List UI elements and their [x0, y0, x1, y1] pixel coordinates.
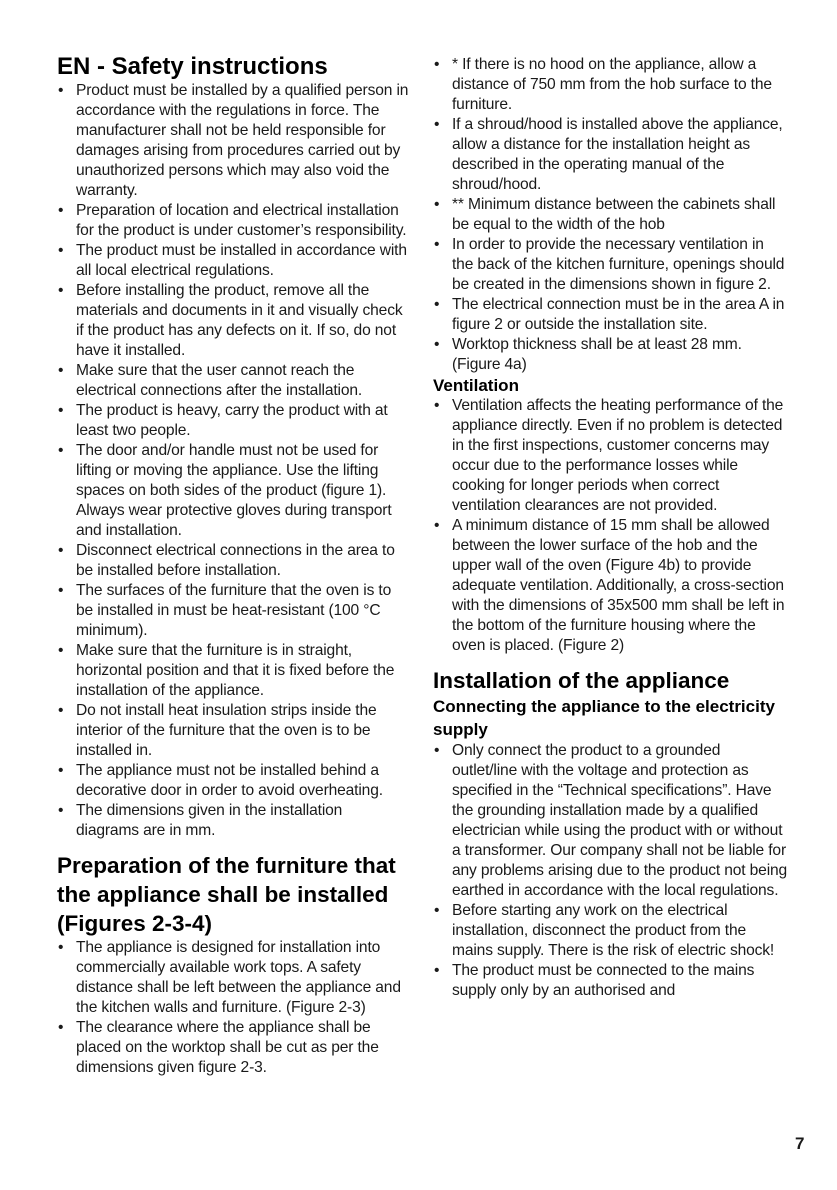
list-item: • Worktop thickness shall be at least 28 mm. (Figure 4a): [433, 335, 788, 375]
list-item: • Make sure that the user cannot reach the electrical connections after the installation.: [57, 361, 409, 401]
ventilation-list: [433, 396, 788, 656]
list-item: • In order to provide the necessary ventilation in the back of the kitchen furniture, openings should be created in the dimensions shown in figure 2.: [433, 235, 788, 295]
list-item: • Product must be installed by a qualified person in accordance with the regulations in force. The manufacturer shall not be held responsible for damages arising from procedures carried out by unauthorized persons which may also void the warranty.: [57, 81, 409, 201]
list-item: • Only connect the product to a grounded outlet/line with the voltage and protection as specified in the “Technical specifications”. Have the grounding installation made by a qualified electrician while using the product with or without a transformer. Our company shall not be liable for any problems arising due to the product not being earthed in accordance with the local regulations.: [433, 741, 788, 901]
list-item: • The clearance where the appliance shall be placed on the worktop shall be cut as per the dimensions given figure 2-3.: [57, 1018, 409, 1078]
list-item: • * If there is no hood on the appliance, allow a distance of 750 mm from the hob surface to the furniture.: [433, 55, 788, 115]
list-item: • The dimensions given in the installation diagrams are in mm.: [57, 801, 409, 841]
list-item: • The appliance is designed for installation into commercially available work tops. A safety distance shall be left between the appliance and the kitchen walls and furniture. (Figure 2-3): [57, 938, 409, 1018]
list-item: • The product must be installed in accordance with all local electrical regulations.: [57, 241, 409, 281]
list-item: • Disconnect electrical connections in the area to be installed before installation.: [57, 541, 409, 581]
list-item: • Before installing the product, remove all the materials and documents in it and visually check if the product has any defects on it. If so, do not have it installed.: [57, 281, 409, 361]
list-item: • The door and/or handle must not be used for lifting or moving the appliance. Use the lifting spaces on both sides of the product (figure 1). Always wear protective gloves during transport and installation.: [57, 441, 409, 541]
list-item: • Before starting any work on the electrical installation, disconnect the product from the mains supply. There is the risk of electric shock!: [433, 901, 788, 961]
list-item: • A minimum distance of 15 mm shall be allowed between the lower surface of the hob and the upper wall of the oven (Figure 4b) to provide adequate ventilation. Additionally, a cross-section with the dimensions of 35x500 mm shall be left in the bottom of the furniture housing where the oven is placed. (Figure 2): [433, 516, 788, 656]
connecting-list: [433, 741, 788, 1001]
left-column: [57, 52, 409, 1078]
right-column: [433, 55, 788, 1001]
list-item: • If a shroud/hood is installed above the appliance, allow a distance for the installation height as described in the operating manual of the shroud/hood.: [433, 115, 788, 195]
list-item: • Ventilation affects the heating performance of the appliance directly. Even if no problem is detected in the first inspections, customer concerns may occur due to the performance losses while cooking for longer periods when correct ventilation clearances are not provided.: [433, 396, 788, 516]
page-number: 7: [795, 1134, 805, 1153]
connecting-heading: Connecting the appliance to the electricity supply: [433, 697, 775, 739]
list-item: • The electrical connection must be in the area A in figure 2 or outside the installation site.: [433, 295, 788, 335]
safety-heading: EN - Safety instructions: [57, 53, 328, 80]
installation-heading: Installation of the appliance: [433, 668, 730, 693]
list-item: • ** Minimum distance between the cabinets shall be equal to the width of the hob: [433, 195, 788, 235]
preparation-list: [57, 938, 409, 1078]
list-item: • Do not install heat insulation strips inside the interior of the furniture that the oven is to be installed in.: [57, 701, 409, 761]
list-item: • Make sure that the furniture is in straight, horizontal position and that it is fixed before the installation of the appliance.: [57, 641, 409, 701]
ventilation-heading: Ventilation: [433, 376, 519, 395]
list-item: • The surfaces of the furniture that the oven is to be installed in must be heat-resistant (100 °C minimum).: [57, 581, 409, 641]
furniture-preparation-heading: Preparation of the furniture that the appliance shall be installed (Figures 2-3-4): [57, 853, 396, 936]
list-item: • The product is heavy, carry the product with at least two people.: [57, 401, 409, 441]
preparation-list-continued: [433, 55, 788, 375]
safety-list: [57, 81, 409, 841]
list-item: • The appliance must not be installed behind a decorative door in order to avoid overheating.: [57, 761, 409, 801]
list-item: • The product must be connected to the mains supply only by an authorised and: [433, 961, 788, 1001]
list-item: • Preparation of location and electrical installation for the product is under customer’s responsibility.: [57, 201, 409, 241]
